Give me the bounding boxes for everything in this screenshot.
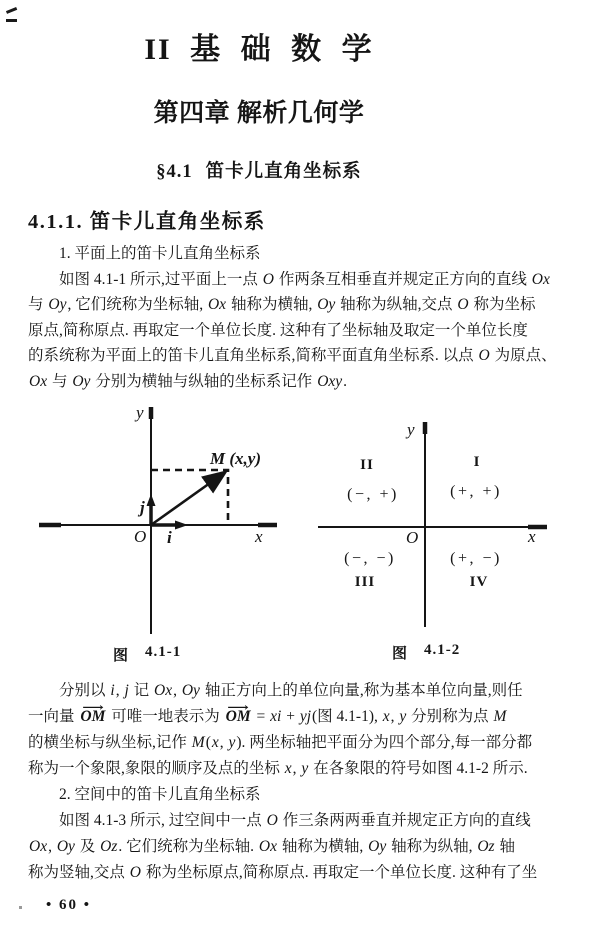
- section-name: 笛卡儿直角坐标系: [205, 162, 362, 182]
- unit-vector-i-arrowhead: [175, 521, 188, 530]
- text-line: Ox 与 Oy 分别为横轴与纵轴的坐标系记作 Oxy.: [29, 372, 348, 390]
- text-line: 如图 4.1-1 所示,过平面上一点 O 作两条互相垂直并规定正方向的直线 Ox: [59, 270, 550, 288]
- quadrant-1-sign: (+, +): [450, 483, 502, 500]
- text-line: 的横坐标与纵坐标,记作 M(x, y). 两坐标轴把平面分为四个部分,每一部分都: [28, 734, 533, 751]
- text-line: 分别以 i, j 记 Ox, Oy 轴正方向上的单位向量,称为基本单位向量,则任: [59, 682, 523, 699]
- figure2-caption-number: 4.1-2: [424, 642, 461, 658]
- unit-j-label: j: [140, 498, 145, 517]
- quadrant-3-sign: (−, −): [344, 550, 396, 567]
- figure1-caption-number: 4.1-1: [145, 644, 182, 660]
- quadrant-4-sign: (+, −): [450, 550, 502, 567]
- figure2-caption: [392, 642, 460, 663]
- text-line: 一向量 ⟶ OM 可唯一地表示为 ⟶ OM = xi + yj(图 4.1-1), x, y 分别称为点 M: [28, 704, 592, 730]
- scan-artifact-dot: [19, 906, 22, 909]
- figure-cartesian-plane: [34, 402, 286, 640]
- figure-quadrants: [315, 418, 560, 630]
- quadrant-3-label: III: [354, 574, 376, 590]
- text-line: 的系统称为平面上的笛卡儿直角坐标系,简称平面直角坐标系. 以点 O 为原点、: [28, 347, 557, 364]
- section-title: [0, 157, 518, 183]
- text-line: 称为一个象限,象限的顺序及点的坐标 x, y 在各象限的符号如图 4.1-2 所示.: [28, 760, 528, 777]
- page-number: • 60 •: [46, 897, 92, 913]
- axis-label-y: y: [136, 403, 144, 422]
- text-line: Ox, Oy 及 Oz. 它们统称为坐标轴. Ox 轴称为横轴, Oy 轴称为纵轴, Oz 轴: [29, 838, 515, 855]
- axis-label-y: y: [407, 420, 415, 439]
- chapter-title: 第四章 解析几何学: [153, 100, 365, 127]
- unit-i-label: i: [167, 528, 172, 547]
- quadrant-2-label: II: [360, 457, 374, 473]
- figure-quadrants-svg: [315, 418, 560, 630]
- section-number: §4.1: [156, 162, 193, 182]
- text-line: 1. 平面上的笛卡儿直角坐标系: [59, 245, 261, 262]
- quadrant-4-label: IV: [469, 574, 489, 590]
- vector-om-line: [151, 473, 224, 525]
- paragraph-block-1: [28, 241, 592, 394]
- text-line: 称为竖轴,交点 O 称为坐标原点,简称原点. 再取定一个单位长度. 这种有了坐: [28, 864, 538, 881]
- part-title: II 基 础 数 学: [144, 33, 374, 66]
- text-line: 与 Oy, 它们统称为坐标轴, Ox 轴称为横轴, Oy 轴称为纵轴,交点 O 称为坐标: [28, 296, 536, 313]
- text-line: 原点,简称原点. 再取定一个单位长度. 这种有了坐标轴及取定一个单位长度: [28, 321, 528, 339]
- axis-label-x: x: [255, 527, 263, 546]
- scan-artifact-mark: [6, 7, 17, 13]
- point-m-label: M (x,y): [210, 449, 261, 468]
- figure-cartesian-plane-svg: [34, 402, 286, 640]
- origin-label: O: [406, 528, 419, 547]
- text-line: 如图 4.1-3 所示, 过空间中一点 O 作三条两两垂直并规定正方向的直线: [59, 812, 531, 829]
- quadrant-1-label: I: [473, 454, 481, 470]
- quadrant-2-sign: (−, +): [347, 486, 399, 503]
- figure1-caption: [113, 644, 181, 665]
- figure1-caption-label: 图: [113, 648, 130, 664]
- subsection-title: 4.1.1. 笛卡儿直角坐标系: [28, 211, 266, 233]
- text-line: 2. 空间中的笛卡儿直角坐标系: [59, 786, 261, 803]
- paragraph-block-2: [28, 678, 592, 886]
- origin-label: O: [134, 527, 147, 546]
- figure2-caption-label: 图: [392, 646, 409, 662]
- scan-artifact-mark: [6, 19, 17, 22]
- axis-label-x: x: [528, 527, 536, 546]
- unit-vector-j-arrowhead: [147, 494, 156, 506]
